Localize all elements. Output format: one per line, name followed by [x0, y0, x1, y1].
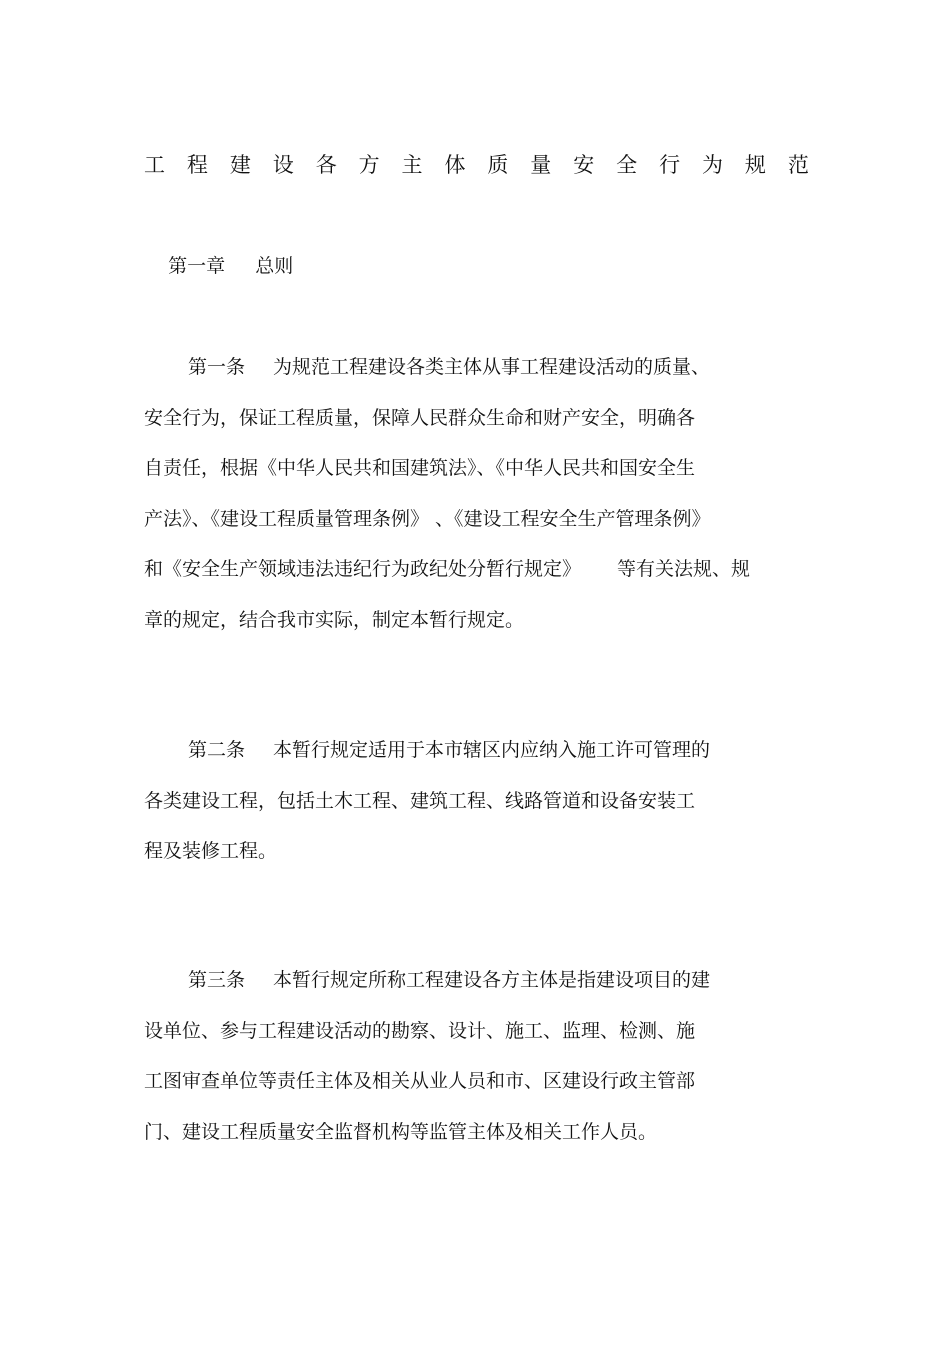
title-char: 程 — [186, 153, 208, 177]
article-line — [144, 736, 824, 787]
article-text: 本暂行规定所称工程建设各方主体是指建设项目的建 — [273, 969, 711, 991]
title-char: 体 — [444, 153, 466, 177]
article-line — [144, 555, 824, 606]
article-text: 各类建设工程，包括土木工程、建筑工程、线路管道和设备安装工 — [144, 789, 696, 812]
chapter-number: 第一章 — [168, 255, 226, 277]
article-line — [144, 454, 824, 505]
title-char: 设 — [272, 153, 294, 177]
title-char: 行 — [659, 153, 681, 177]
title-char: 各 — [315, 153, 337, 177]
article-line — [144, 1067, 824, 1118]
article-text: 为规范工程建设各类主体从事工程建设活动的质量、 — [273, 356, 711, 378]
article-text: 章的规定，结合我市实际，制定本暂行规定。 — [144, 608, 525, 631]
article-line — [144, 1017, 824, 1068]
article-text: 产法》、《建设工程质量管理条例》 、《建设工程安全生产管理条例》 — [144, 507, 711, 530]
article-text: 安全行为，保证工程质量，保障人民群众生命和财产安全，明确各 — [144, 406, 696, 429]
article-3 — [144, 966, 824, 1168]
article-line — [144, 837, 824, 888]
article-text: 门、建设工程质量安全监督机构等监管主体及相关工作人员。 — [144, 1120, 658, 1143]
article-line — [144, 353, 824, 404]
article-line — [144, 966, 824, 1017]
article-line — [144, 606, 824, 657]
article-text: 程及装修工程。 — [144, 840, 278, 862]
title-char: 安 — [573, 153, 595, 177]
title-char: 规 — [744, 153, 766, 177]
article-text: 本暂行规定适用于本市辖区内应纳入施工许可管理的 — [273, 739, 711, 761]
article-line — [144, 505, 824, 556]
title-char: 为 — [701, 153, 723, 177]
title-char: 工 — [144, 153, 165, 177]
article-line — [144, 787, 824, 838]
article-label: 第三条 — [188, 969, 246, 991]
article-line — [144, 1118, 824, 1169]
chapter-heading — [144, 224, 293, 308]
article-line — [144, 404, 824, 455]
chapter-name: 总则 — [255, 255, 294, 277]
title-char: 量 — [530, 153, 552, 177]
title-char: 方 — [358, 153, 380, 177]
title-char: 质 — [487, 153, 509, 177]
article-2 — [144, 736, 824, 888]
article-label: 第一条 — [188, 356, 246, 378]
title-char: 主 — [401, 153, 423, 177]
title-char: 建 — [229, 153, 251, 177]
article-text: 工图审查单位等责任主体及相关从业人员和市、区建设行政主管部 — [144, 1070, 696, 1092]
article-text: 和《安全生产领域违法违纪行为政纪处分暂行规定》 — [144, 558, 582, 580]
title-char: 范 — [787, 153, 809, 177]
article-text: 等有关法规、规 — [617, 558, 751, 580]
article-text: 自责任，根据《中华人民共和国建筑法》、《中华人民共和国安全生 — [144, 457, 696, 479]
article-label: 第二条 — [188, 739, 246, 761]
article-text: 设单位、参与工程建设活动的勘察、设计、施工、监理、检测、施 — [144, 1019, 696, 1042]
title-char: 全 — [616, 153, 638, 177]
document-title — [144, 150, 809, 180]
article-1 — [144, 353, 824, 656]
